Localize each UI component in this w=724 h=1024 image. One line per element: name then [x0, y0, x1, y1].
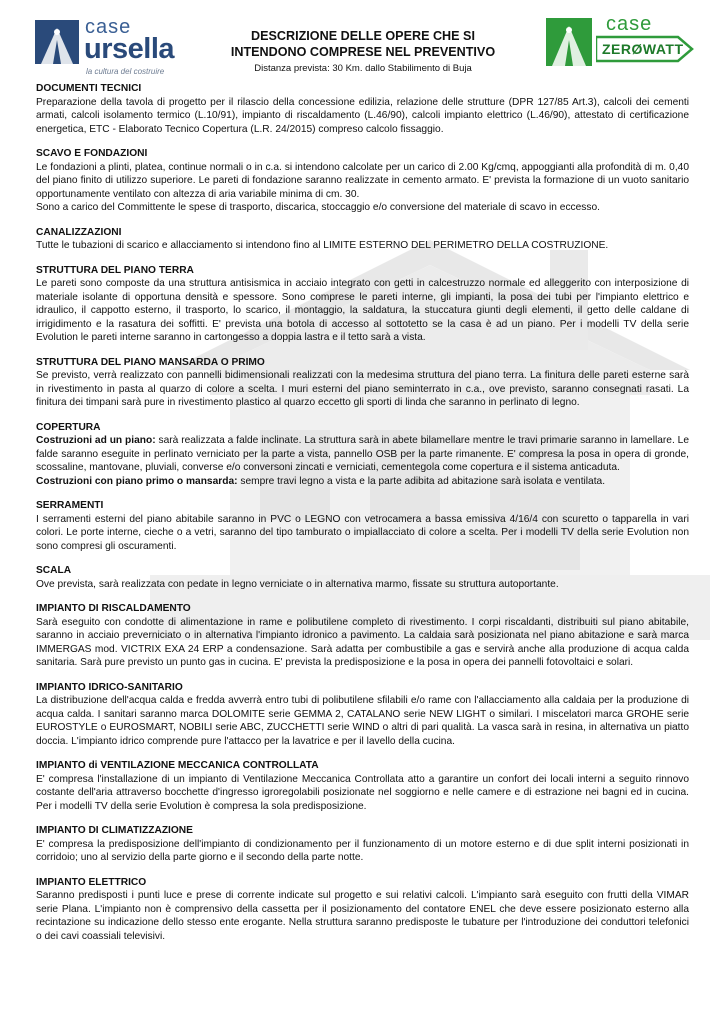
case-zerowatt-logo [546, 14, 694, 70]
section-paragraph: Le fondazioni a plinti, platea, continue normali o in c.a. si intendono calcolate per un carico di 2.00 Kg/cmq, appoggianti alla profondità di m. 0,40 del piano finito di utilizzo superiore. Le pareti di fondazione saranno realizzate in cemento armato. E' prevista la formazione di un vuoto sanitario opportunamente ventilato con altezza di aria variabile minima di cm. 30. [36, 161, 689, 200]
paragraph-lead-label: Costruzioni ad un piano: [36, 435, 156, 446]
paragraph-lead-label: Costruzioni con piano primo o mansarda: [36, 475, 238, 487]
section-paragraph: Preparazione della tavola di progetto per il rilascio della concessione edilizia, relazione delle strutture (DPR 127/85 Art.3), calcoli dei cementi armati, calcoli isolamento termico (L.10/91), impianto di riscaldamento (L.46/90), calcoli impianto elettrico (L.46/90), attestato di certificazione energetica, ETC - Elaborato Tecnico Copertura (L.R. 24/2015) compreso calcolo fissaggio. [36, 96, 689, 135]
document-title-line-2: INTENDONO COMPRESE NEL PREVENTIVO [230, 45, 496, 59]
section-heading: STRUTTURA DEL PIANO MANSARDA O PRIMO [36, 356, 265, 368]
case-ursella-logo [35, 16, 185, 76]
logo-case-text: case [85, 16, 132, 38]
section-paragraph [36, 475, 689, 489]
zerowatt-tower-icon [546, 18, 592, 66]
section-paragraph: Saranno predisposti i punti luce e prese di corrente indicate sul progetto e sui relativi calcoli. L'impianto sarà eseguito con frutti della VIMAR serie Plana. L'impianto non è comprensivo della cassetta per il posizionamento del contatore ENEL che deve essere posizionato esterno alla recintazione su indicazione dello stesso ente erogante. Nella struttura saranno predisposte le tubature per l'introduzione dei conduttori telefonici o dei cavi coassiali televisivi. [36, 890, 689, 942]
section-heading: COPERTURA [36, 421, 101, 433]
section-impianto-di-ventilazione-meccanica-controllata [36, 759, 689, 813]
section-heading: IMPIANTO ELETTRICO [36, 876, 147, 888]
document-header [0, 0, 724, 90]
logo-tagline: la cultura del costruire [86, 67, 165, 76]
section-scala [36, 564, 689, 591]
section-paragraph: Sono a carico del Committente le spese di trasporto, discarica, stoccaggio e/o conversione del materiale di scavo in eccesso. [36, 202, 600, 213]
section-struttura-del-piano-mansarda-o-primo [36, 356, 689, 410]
section-paragraph: Le pareti sono composte da una struttura antisismica in acciaio integrato con getti in calcestruzzo normale ed alleggerito con interposizione di materiale isolante di opportuna densità e spessore. Sono comprese le pareti interne, gli impianti, la posa dei tubi per l'impianto elettrico e idraulico, il cappotto esterno, il trasporto, lo scarico, il montaggio, la saldatura, la stuccatura giunti degli elementi, il getto delle caldane di irrigidimento e la rasatura dei soffitti. E' prevista una botola di accesso al sottotetto se la casa è ad un piano. Per i modelli TV della serie Evolution le pareti interne saranno in cartongesso a doppia lastra e il tetto sarà a vista. [36, 278, 689, 343]
section-paragraph: I serramenti esterni del piano abitabile saranno in PVC o LEGNO con vetrocamera a bassa emissiva 4/16/4 con scuretto o tapparella in vari colori. Le porte interne, cieche o a vetri, saranno del tipo tamburato o impiallacciato di colore a scelta. Per i modelli TV della serie Evolution non sono compresi gli oscuramenti. [36, 513, 689, 552]
section-body [36, 434, 689, 488]
section-scavo-e-fondazioni [36, 147, 689, 215]
logo-zerowatt-text: ZERØWATT [602, 41, 684, 57]
document-body [36, 82, 689, 954]
section-paragraph: La distribuzione dell'acqua calda e fredda avverrà entro tubi di polibutilene sfilabili e/o rame con l'allacciamento alla caldaia per la produzione di acqua calda. I sanitari saranno marca DOLOMITE serie GEMMA 2, CATALANO serie NEW LIGHT o similari. I miscelatori marca GROHE serie EUROSTYLE o EUROSMART, NOBILI serie ABC, ZUCCHETTI serie WIND o altri di pari qualità. La vasca sarà in resina, in alternativa un piatto doccia. L'impianto idrico comprende pure l'attacco per la lavatrice e per il lavello della cucina. [36, 695, 689, 747]
section-heading: IMPIANTO IDRICO-SANITARIO [36, 681, 183, 693]
section-heading: SCAVO E FONDAZIONI [36, 148, 148, 159]
section-body [36, 277, 689, 345]
ursella-tower-icon [35, 20, 79, 64]
section-heading: IMPIANTO DI RISCALDAMENTO [36, 603, 191, 614]
section-heading: IMPIANTO DI CLIMATIZZAZIONE [36, 825, 193, 836]
section-body [36, 161, 689, 215]
section-heading: CANALIZZAZIONI [36, 226, 122, 238]
section-paragraph: E' compresa l'installazione di un impianto di Ventilazione Meccanica Controllata atto a garantire un confort dei locali interni a seguito rinnovo costante dell'aria attraverso bocchette d'ingresso igroregolabili posizionate nel soggiorno e nelle camere e di estrazione nei bagni ed in cucina. Per i modelli TV della serie Evolution è compresa la sola predisposizione. [36, 773, 689, 812]
logo-ursella-text: ursella [84, 33, 174, 65]
section-paragraph [36, 434, 689, 475]
section-heading: IMPIANTO di VENTILAZIONE MECCANICA CONTROLLATA [36, 760, 319, 771]
section-paragraph: Sarà eseguito con condotte di alimentazione in rame e polibutilene completo di rivestimento. I corpi riscaldanti, distribuiti sul piano abitabile, saranno in acciaio preverniciato o in alternativa l'impianto idronico a pavimento. La caldaia sarà posizionata nel piano abitazione e sarà marca IMMERGAS mod. VICTRIX EXA 24 ERP a condensazione. Sarà adatta per combustibile a gas e servirà anche alla produzione di acqua calda sanitaria. Sarà pure previsto un punto gas in cucina. E' prevista la predisposizione e la posa in opera dei pannelli fotovoltaici e solari. [36, 616, 689, 668]
section-copertura [36, 421, 689, 489]
section-paragraph: Tutte le tubazioni di scarico e allacciamento si intendono fino al LIMITE ESTERNO DEL PERIMETRO DELLA COSTRUZIONE. [36, 240, 609, 251]
section-body [36, 369, 689, 410]
document-title-block [200, 28, 526, 75]
paragraph-text: sarà realizzata a falde inclinate. La struttura sarà in abete bilamellare mentre le travi primarie saranno in lamellare. Le falde saranno eseguite in perlinato verniciato per la parte a vista, pannello OSB per la parte rimanente. E' compresa la posa in opera di gronde, scossaline, mantovane, pluviali, converse e/o conversoni zincati e verniciati, cementegola come copertura e il sistema anticaduta. [36, 435, 689, 473]
section-heading: SERRAMENTI [36, 500, 104, 511]
section-heading: DOCUMENTI TECNICI [36, 83, 142, 94]
section-canalizzazioni [36, 226, 689, 253]
section-body [36, 578, 689, 592]
section-body [36, 694, 689, 748]
section-paragraph: Ove prevista, sarà realizzata con pedate in legno verniciate o in alternativa marmo, fissate su struttura autoportante. [36, 578, 559, 590]
section-body [36, 773, 689, 814]
section-impianto-di-climatizzazione [36, 824, 689, 865]
section-documenti-tecnici [36, 82, 689, 136]
section-impianto-idrico-sanitario [36, 681, 689, 749]
section-body [36, 616, 689, 670]
section-body [36, 239, 689, 253]
section-heading: SCALA [36, 565, 72, 576]
section-impianto-elettrico [36, 876, 689, 944]
section-impianto-di-riscaldamento [36, 602, 689, 670]
document-title-line-1: DESCRIZIONE DELLE OPERE CHE SI [251, 29, 475, 43]
logo-case-text-green: case [606, 13, 653, 35]
section-serramenti [36, 499, 689, 553]
section-body [36, 513, 689, 554]
section-body [36, 96, 689, 137]
document-subtitle: Distanza prevista: 30 Km. dallo Stabilimento di Buja [254, 63, 472, 74]
section-body [36, 889, 689, 943]
paragraph-text: sempre travi legno a vista e la parte adibita ad abitazione sarà isolata e ventilata. [237, 475, 606, 487]
section-body [36, 838, 689, 865]
section-struttura-del-piano-terra [36, 264, 689, 345]
section-paragraph: E' compresa la predisposizione dell'impianto di condizionamento per il funzionamento di un motore esterno e di due split interni posizionati in corridoio; uno al servizio della parte giorno e il secondo della parte notte. [36, 838, 689, 863]
section-heading: STRUTTURA DEL PIANO TERRA [36, 264, 194, 276]
section-paragraph: Se previsto, verrà realizzato con pannelli bidimensionali realizzati con la medesima struttura del piano terra. La finitura delle pareti esterne sarà in rivestimento in pasta al quarzo di colore a scelta. I muri esterni del piano seminterrato in c.a., ove previsto, saranno consegnati rasati. La finitura dei timpani sarà pure in rivestimento plastico al quarzo eccetto gli sporti di linda che saranno in perlinato di legno. [36, 370, 689, 408]
